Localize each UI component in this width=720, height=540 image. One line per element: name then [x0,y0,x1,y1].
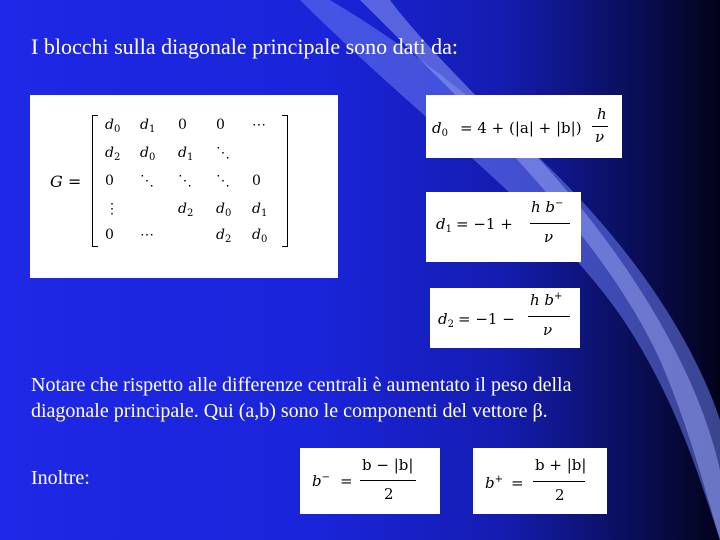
matrix-cell: ⋱ [216,145,230,161]
eq-bminus-eq: = [340,472,353,490]
matrix-cell: $d_0$ [252,227,268,245]
matrix-cell: $d_0$ [105,117,121,135]
eq-d1-lhs: $d_1$ [436,215,452,235]
eq-d1-den: ν [544,228,554,246]
matrix-right-bracket [282,115,288,247]
eq-d2-fraction-line [528,316,570,317]
eq-d0-box [426,95,622,158]
eq-d2-rhs: = −1 − [458,310,515,328]
eq-bminus-lhs: b− [312,472,330,490]
matrix-cell: ⋱ [216,173,230,189]
eq-d0-den: ν [595,128,605,146]
matrix-cell: ⋯ [252,117,266,133]
matrix-cell: $d_1$ [140,117,156,135]
eq-d1-num: h b− [531,198,564,216]
eq-d2-num: h b+ [530,291,563,309]
slide-title: I blocchi sulla diagonale principale sono dati da: [31,34,459,59]
eq-d1-rhs: = −1 + [456,215,513,233]
matrix-lhs: G = [50,172,82,191]
matrix-box [30,95,338,278]
note-line-2: diagonale principale. Qui (a,b) sono le componenti del vettore β. [31,400,548,422]
matrix-cell: ⋱ [178,173,192,189]
eq-d1-box [426,192,581,262]
note-paragraph [31,372,572,424]
matrix-cell: 0 [105,173,114,189]
eq-bminus-fraction-line [360,480,416,481]
matrix-cell: $d_0$ [140,145,156,163]
eq-bplus-box [473,448,607,514]
matrix-cell: ⋱ [140,173,154,189]
matrix-cell: $d_0$ [216,201,232,219]
eq-bminus-box [300,448,440,514]
eq-bplus-eq: = [511,474,524,492]
eq-d2-den: ν [543,321,553,339]
matrix-cell: $d_2$ [105,145,121,163]
matrix-cell: 0 [178,117,187,133]
eq-bplus-den: 2 [555,486,565,504]
matrix-cell: ⋯ [140,227,154,243]
matrix-cell: ⋮ [105,201,119,217]
eq-bplus-fraction-line [533,481,585,482]
eq-d0-lhs: $d_0$ [432,119,448,139]
eq-d0-fraction-line [592,126,608,127]
eq-d2-lhs: $d_2$ [438,310,454,330]
eq-d2-box [430,288,580,348]
eq-d0-num: h [597,105,607,123]
matrix-cell: $d_2$ [216,227,232,245]
eq-d0-rhs: = 4 + (|a| + |b|) [460,119,582,137]
eq-bminus-num: b − |b| [362,456,414,474]
matrix-cell: $d_2$ [178,201,194,219]
matrix-cell: 0 [216,117,225,133]
matrix-left-bracket [92,115,98,247]
eq-bplus-lhs: b+ [485,474,503,492]
matrix-cell: 0 [252,173,261,189]
eq-bminus-den: 2 [384,485,394,503]
matrix-cell: $d_1$ [252,201,268,219]
inoltre-label: Inoltre: [31,467,90,489]
matrix-cell: 0 [105,227,114,243]
matrix-cell: $d_1$ [178,145,194,163]
note-line-1: Notare che rispetto alle differenze centrali è aumentato il peso della [31,374,572,396]
eq-bplus-num: b + |b| [535,456,587,474]
eq-d1-fraction-line [530,223,570,224]
